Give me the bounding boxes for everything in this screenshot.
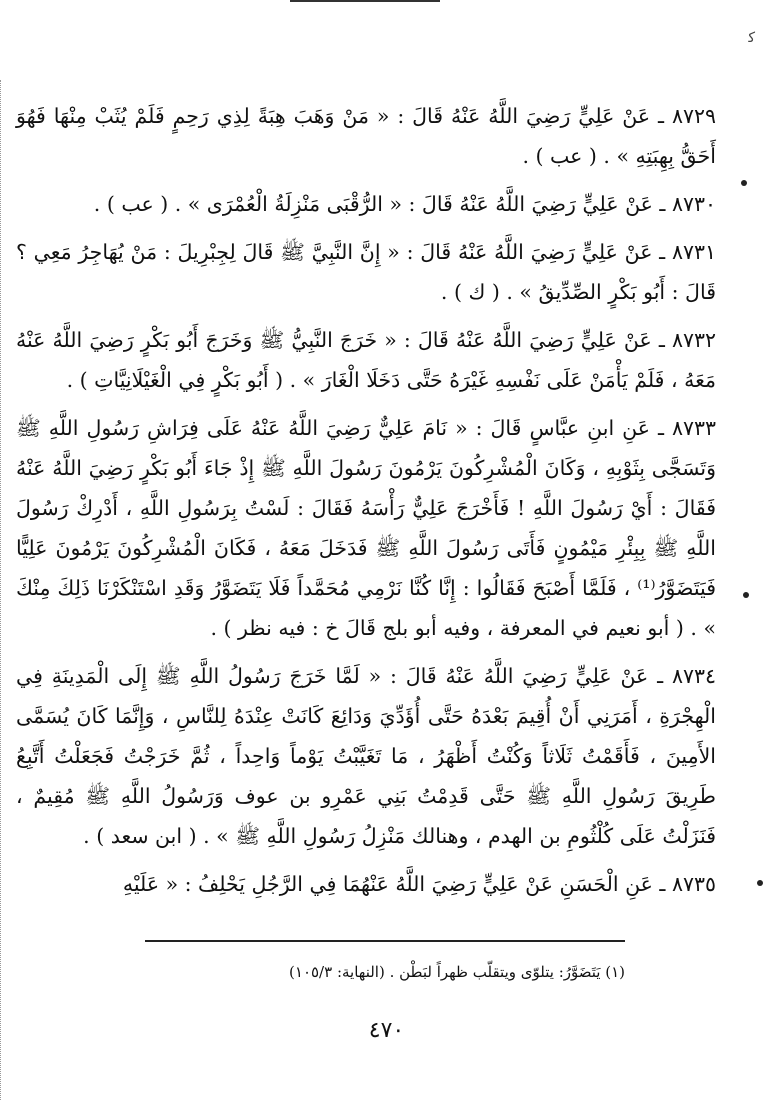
page-number: ٤٧٠ [368, 1018, 405, 1043]
hadith-entry: ٨٧٣٥ ـ عَنِ الْحَسَنِ عَنْ عَلِيٍّ رَضِيَ اللَّهُ عَنْهُمَا فِي الرَّجُلِ يَحْلِفُ : « عَلَيْهِ [122, 872, 716, 896]
hadith-entry: ٨٧٣٢ ـ عَنْ عَلِيٍّ رَضِيَ اللَّهُ عَنْهُ قَالَ : « خَرَجَ النَّبِيُّ ﷺ وَخَرَجَ أَبُو بَكْرٍ رَضِيَ اللَّهُ عَنْهُ مَعَهُ ، فَلَمْ يَأْمَنْ عَلَى نَفْسِهِ غَيْرَهُ حَتَّى دَخَلَا الْغَارَ » . ( أَبُو بَكْرٍ فِي الْغَيْلَانِيَّاتِ ) . [16, 328, 716, 392]
margin-dot [757, 880, 763, 886]
footnote: (١) يَتَضَوَّرُ: يتلوّى ويتقلّب ظهراً لبَطْن . (النهاية: ١٠٥/٣) [289, 963, 625, 981]
hadith-entry: ٨٧٣٠ ـ عَنْ عَلِيٍّ رَضِيَ اللَّهُ عَنْهُ قَالَ : « الرُّقْبَى مَنْزِلَةُ الْعُمْرَى » . ( عب ) . [93, 192, 716, 216]
top-rule [290, 0, 440, 2]
footnote-rule [145, 940, 625, 942]
hadith-text-block [16, 96, 716, 912]
scan-edge [0, 80, 4, 1100]
hadith-entry: ٨٧٣٣ ـ عَنِ ابنِ عبَّاسٍ قَالَ : « نَامَ عَلِيٌّ رَضِيَ اللَّهُ عَنْهُ عَلَى فِرَاشِ رَسُولِ اللَّهِ ﷺ وَتَسَجَّى بِثَوْبِهِ ، وَكَانَ الْمُشْرِكُونَ يَرْمُونَ رَسُولَ اللَّهِ ﷺ إِذْ جَاءَ أَبُو بَكْرٍ رَضِيَ اللَّهُ عَنْهُ فَقَالَ : أَيْ رَسُولَ اللَّهِ ! فَأَخْرَجَ عَلِيٌّ رَأْسَهُ فَقَالَ : لَسْتُ بِرَسُولِ اللَّهِ ، أَدْرِكْ رَسُولَ اللَّهِ ﷺ بِبِئْرِ مَيْمُونٍ فَأَتَى رَسُولَ اللَّهِ ﷺ فَدَخَلَ مَعَهُ ، فَكَانَ الْمُشْرِكُونَ يَرْمُونَ عَلِيًّا فَيَتَضَوَّرُ⁽¹⁾ ، فَلَمَّا أَصْبَحَ فَقَالُوا : إِنَّا كُنَّا نَرْمِي مُحَمَّداً فَلَا يَتَضَوَّرُ وَقَدِ اسْتَنْكَرْنَا ذَلِكَ مِنْكَ » . ( أبو نعيم في المعرفة ، وفيه أبو بلج قَالَ خ : فيه نظر ) . [16, 416, 716, 640]
hadith-entry: ٨٧٣٤ ـ عَنْ عَلِيٍّ رَضِيَ اللَّهُ عَنْهُ قَالَ : « لَمَّا خَرَجَ رَسُولُ اللَّهِ ﷺ إِلَى الْمَدِينَةِ فِي الْهِجْرَةِ ، أَمَرَنِي أَنْ أُقِيمَ بَعْدَهُ حَتَّى أُؤَدِّيَ وَدَائِعَ كَانَتْ عِنْدَهُ لِلنَّاسِ ، وَإِنَّمَا كَانَ يُسَمَّى الأَمِينَ ، فَأَقَمْتُ ثَلَاثاً وَكُنْتُ أَظْهَرُ ، مَا تَغَيَّبْتُ يَوْماً وَاحِداً ، ثُمَّ خَرَجْتُ فَجَعَلْتُ أَتَّبِعُ طَرِيقَ رَسُولِ اللَّهِ ﷺ حَتَّى قَدِمْتُ بَنِي عَمْرِو بن عوف وَرَسُولُ اللَّهِ ﷺ مُقِيمٌ ، فَنَزَلْتُ عَلَى كُلْثُومِ بن الهدم ، وهنالك مَنْزِلُ رَسُولِ اللَّهِ ﷺ » . ( ابن سعد ) . [16, 664, 716, 848]
hadith-entry: ٨٧٣١ ـ عَنْ عَلِيٍّ رَضِيَ اللَّهُ عَنْهُ قَالَ : « إِنَّ النَّبِيَّ ﷺ قَالَ لِجِبْرِيلَ : مَنْ يُهَاجِرُ مَعِي ؟ قَالَ : أَبُو بَكْرٍ الصِّدِّيقُ » . ( ك ) . [16, 240, 716, 304]
corner-mark: ﮐ [748, 30, 755, 46]
hadith-entry: ٨٧٢٩ ـ عَنْ عَلِيٍّ رَضِيَ اللَّهُ عَنْهُ قَالَ : « مَنْ وَهَبَ هِبَةً لِذِي رَحِمٍ فَلَمْ يُثَبْ مِنْهَا فَهُوَ أَحَقُّ بِهِبَتِهِ » . ( عب ) . [16, 104, 716, 168]
margin-dot [743, 592, 749, 598]
margin-dot [741, 180, 747, 186]
